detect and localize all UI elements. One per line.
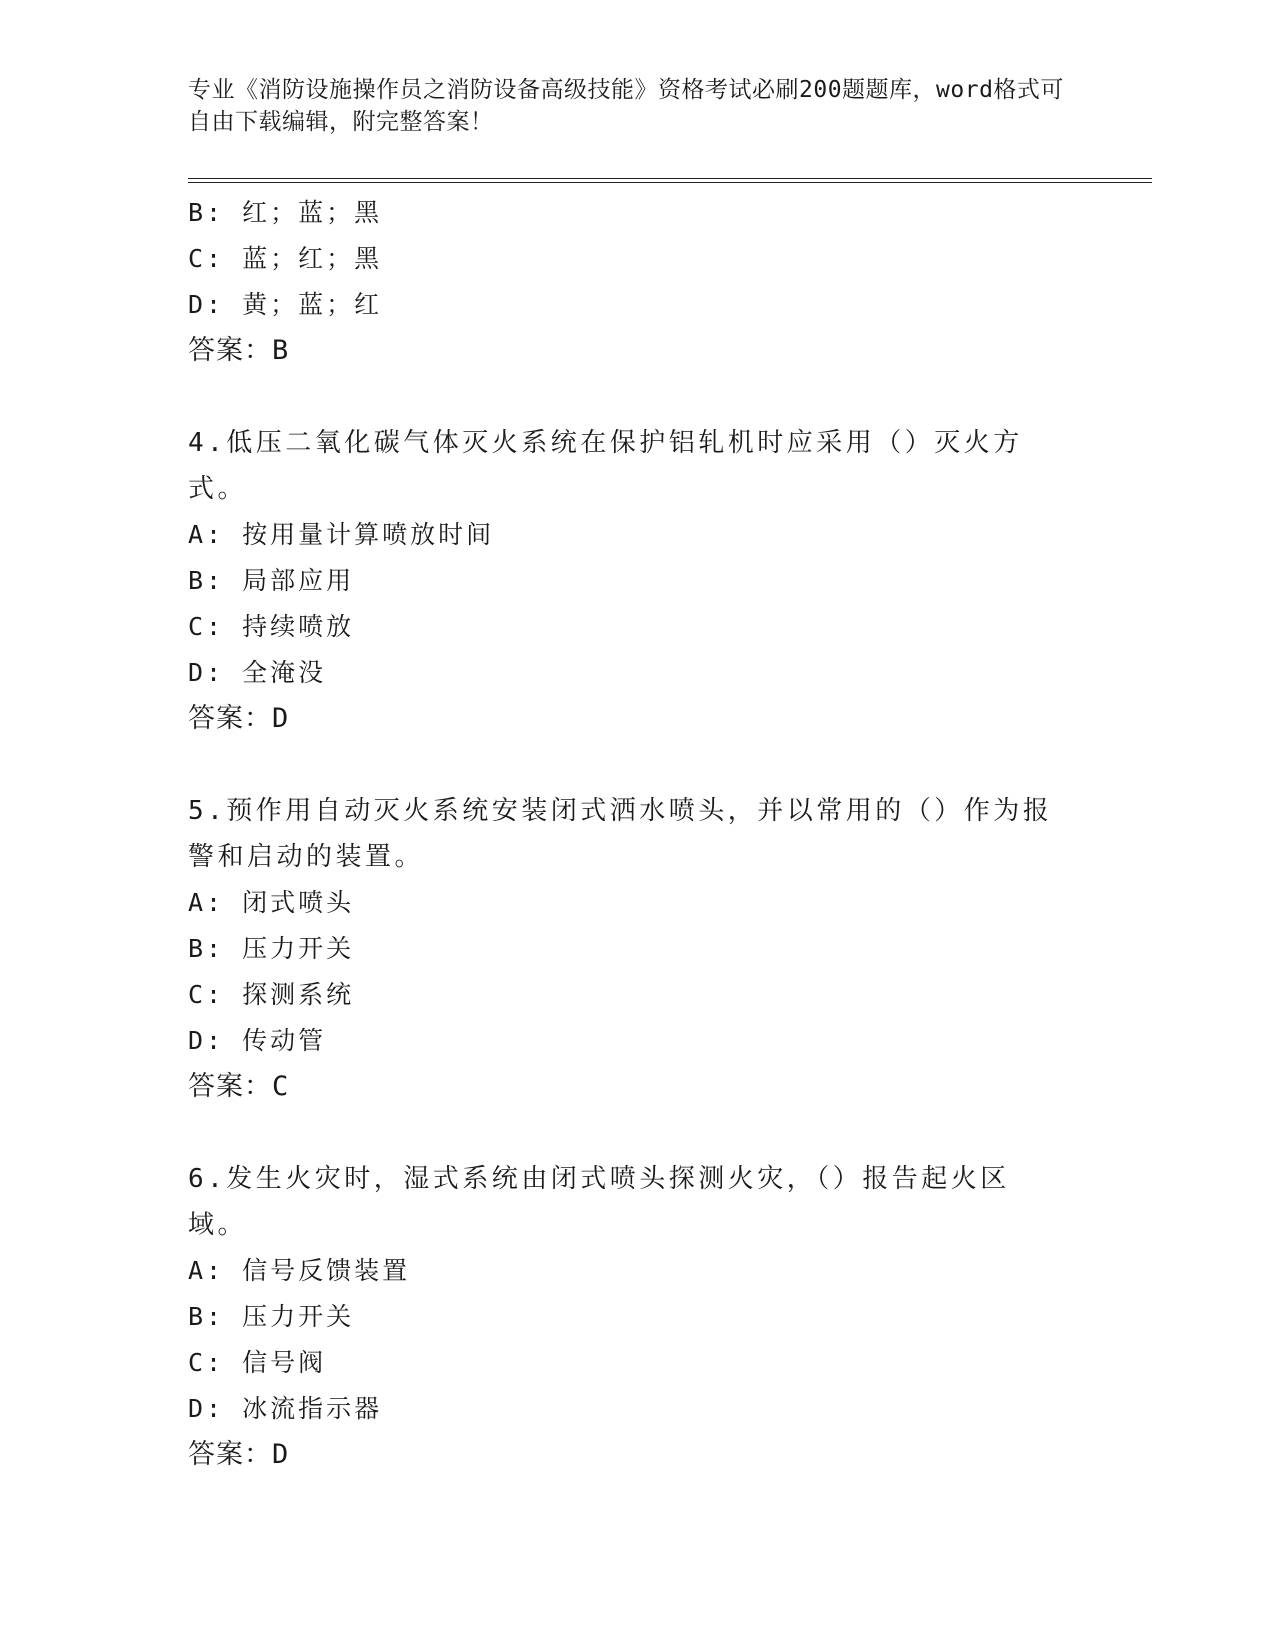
option-b: B: 红；蓝；黑 [188, 198, 383, 227]
question-text: 6.发生火灾时，湿式系统由闭式喷头探测火灾，（）报告起火区域。 [188, 1164, 1010, 1240]
answer: 答案：B [188, 335, 290, 366]
header-divider-top [188, 178, 1152, 179]
option-a: A: 信号反馈装置 [188, 1256, 411, 1285]
option-c: C: 信号阀 [188, 1348, 327, 1377]
question-text: 4.低压二氧化碳气体灭火系统在保护铝轧机时应采用（）灭火方式。 [188, 428, 1023, 504]
question-3-block [188, 190, 1068, 374]
question-text: 5.预作用自动灭火系统安装闭式洒水喷头，并以常用的（）作为报警和启动的装置。 [188, 796, 1053, 872]
option-c: C: 蓝；红；黑 [188, 244, 383, 273]
header-divider-bottom [188, 182, 1152, 183]
question-5-block [188, 788, 1068, 1110]
option-a: A: 按用量计算喷放时间 [188, 520, 495, 549]
question-4-block [188, 420, 1068, 742]
answer: 答案：C [188, 1071, 290, 1102]
option-c: C: 探测系统 [188, 980, 355, 1009]
option-d: D: 全淹没 [188, 658, 327, 687]
option-b: B: 压力开关 [188, 1302, 355, 1331]
option-b: B: 压力开关 [188, 934, 355, 963]
document-header: 专业《消防设施操作员之消防设备高级技能》资格考试必刷200题题库，word格式可自由下载编辑，附完整答案！ [188, 77, 1064, 135]
answer: 答案：D [188, 1439, 290, 1470]
option-b: B: 局部应用 [188, 566, 355, 595]
question-6-block [188, 1156, 1068, 1478]
document-body [188, 190, 1068, 1478]
option-d: D: 传动管 [188, 1026, 327, 1055]
option-d: D: 冰流指示器 [188, 1394, 383, 1423]
answer: 答案：D [188, 703, 290, 734]
option-c: C: 持续喷放 [188, 612, 355, 641]
option-a: A: 闭式喷头 [188, 888, 355, 917]
option-d: D: 黄；蓝；红 [188, 290, 383, 319]
